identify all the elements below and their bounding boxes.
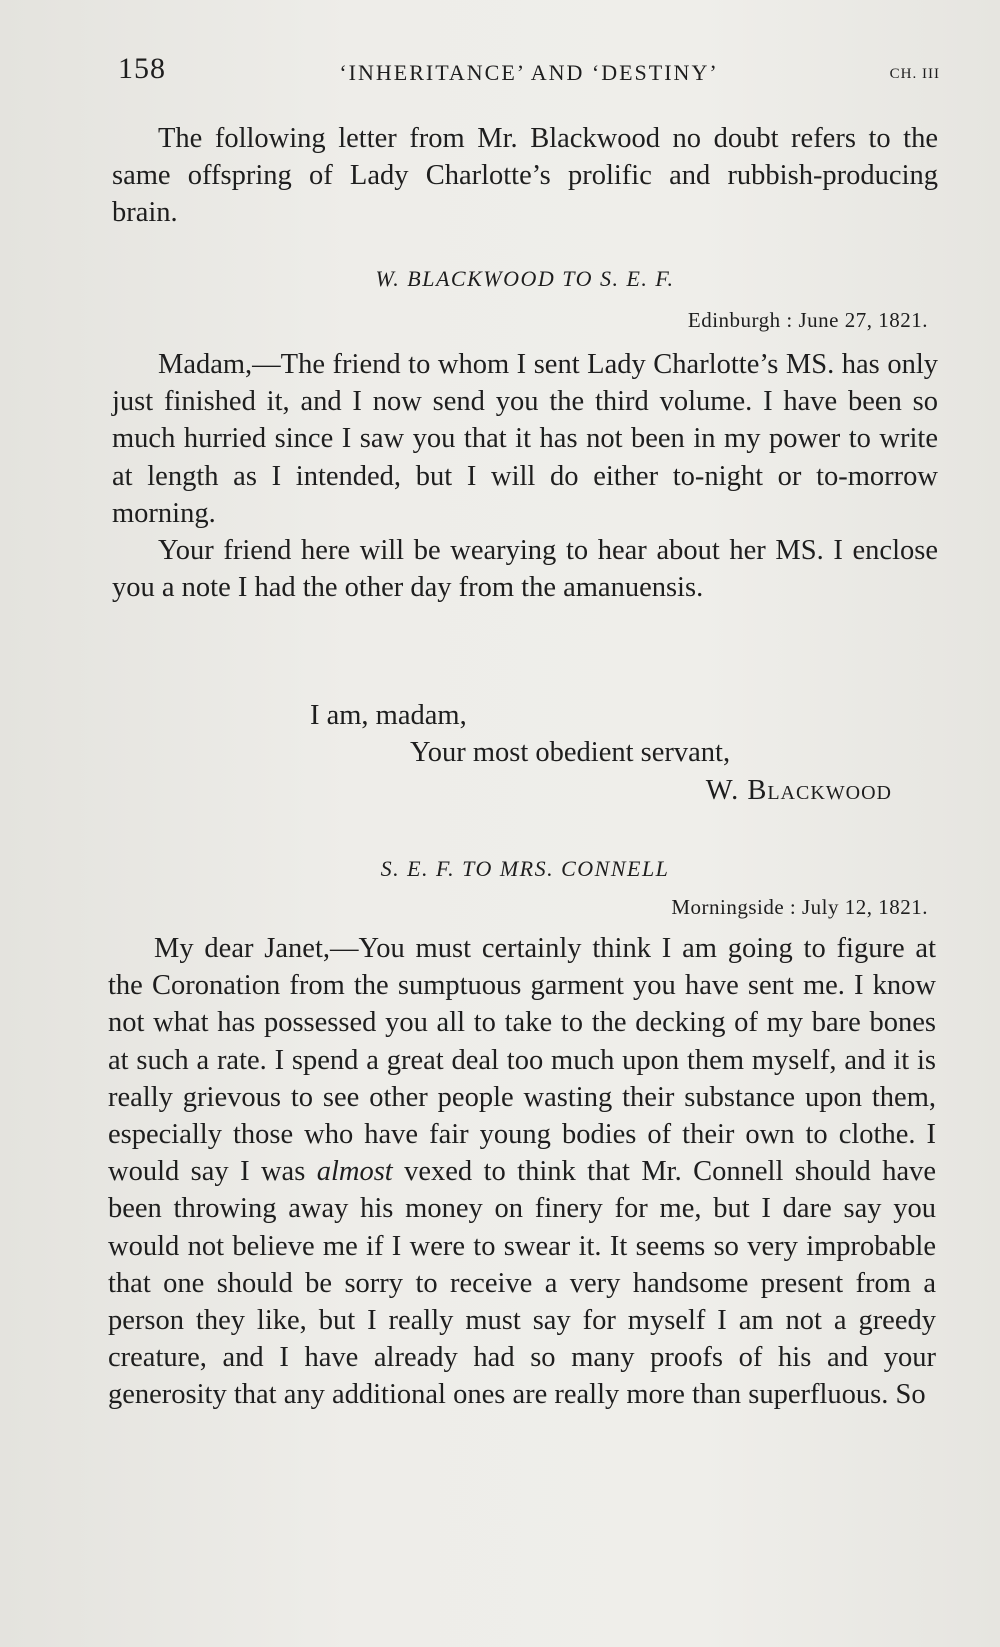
letter-one-heading: W. BLACKWOOD TO S. E. F.	[375, 266, 675, 291]
letter-two-dateline: Morningside : July 12, 1821.	[671, 895, 928, 919]
chapter-label: CH. III	[889, 66, 940, 82]
letter-one-closing-phrase: Your most obedient servant,	[410, 737, 731, 768]
running-head	[118, 52, 940, 92]
letter-two-body	[108, 930, 936, 1414]
letter-two-heading: S. E. F. TO MRS. CONNELL	[380, 856, 670, 881]
letter-one-paragraph-2: Your friend here will be wearying to hear about her MS. I enclose you a note I had the other day from the amanuensis.	[112, 535, 938, 604]
letter-one-dateline: Edinburgh : June 27, 1821.	[687, 308, 928, 332]
letter-one-paragraph-1: Madam,—The friend to whom I sent Lady Charlotte’s MS. has only just finished it, and I now send you the third volume. I have been so much hurried since I saw you that it has not been in my power to write at length as I intended, but I will do either to-night or to-morrow morning.	[112, 349, 938, 529]
letter-two-paragraph	[108, 930, 936, 1414]
letter-two-text-end: vexed to think that Mr. Connell should have been throwing away his money on finery for me, but I dare say you would not believe me if I were to swear it. It seems so very improbable that one should be sorry to receive a very handsome present from a person they like, but I really must say for myself I am not a greedy creature, and I have already had so many proofs of his and your generosity that any additional ones are really more than superfluous. So	[108, 1156, 936, 1411]
intro-block	[112, 120, 938, 232]
letter-one-signature: W. Blackwood	[705, 775, 892, 806]
letter-one-closing-salutation: I am, madam,	[310, 700, 467, 731]
page-number: 158	[118, 52, 166, 85]
letter-one-body	[112, 346, 938, 606]
letter-two-emphasis: almost	[316, 1156, 393, 1188]
intro-paragraph: The following letter from Mr. Blackwood no doubt refers to the same offspring of Lady Charlotte’s prolific and rubbish-producing brain.	[112, 123, 938, 229]
letter-two-text-start: My dear Janet,—You must certainly think I am going to figure at the Coronation from the sumptuous garment you have sent me. I know not what has possessed you all to take to the decking of my bare bones at such a rate. I spend a great deal too much upon them myself, and it is really grievous to see other people wasting their substance upon them, especially those who have fair young bodies of their own to clothe. I would say I was	[108, 933, 936, 1188]
running-title: ‘INHERITANCE’ AND ‘DESTINY’	[339, 60, 719, 85]
